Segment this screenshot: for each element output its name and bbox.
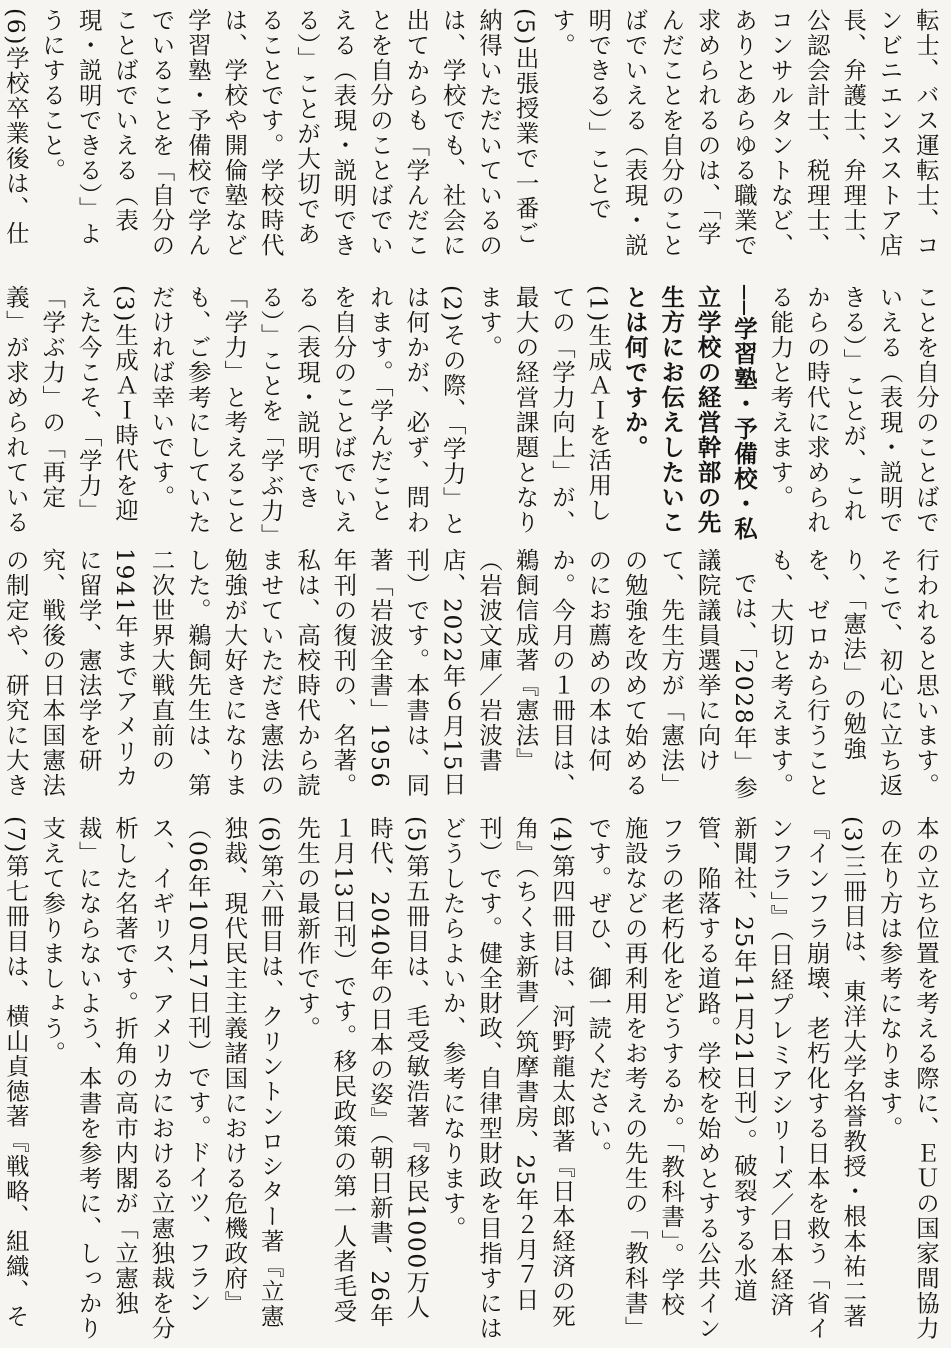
paragraph: (1)生成ＡＩを活用しての「学力向上」が、最大の経営課題となります。: [475, 285, 613, 535]
text-tier-2: [1, 285, 944, 547]
paragraph: (2)その際、「学力」とは何かが、必ず、問われます。「学んだことを自分のことばでいえる（表現・説明できる）」ことを「学ぶ力」「学力」と考えることも、ご参考にしていただければ幸いです。: [147, 285, 467, 537]
paragraph: では、「2028年」参議院議員選挙に向けて、先生方が「憲法」の勉強を改めて始めるのにお薦めの本は何か。今月の１冊目は、鵜飼信成著『憲法』（岩波文庫／岩波書店、2022年６月15日刊）です。本書は、同著「岩波全書」1956年刊の復刊の、名著。私は、高校時代から読ませていただき憲法の勉強が大好きになりました。鵜飼先生は、第二次世界大戦直前の1941年までアメリカに留学、憲法学を研究、戦後の日本国憲法の制定や、研究に大き: [1, 548, 758, 801]
paragraph: (5)出張授業で一番ご納得いただいているのは、学校でも、社会に出てからも「学んだことを自分のことばでいえる（表現・説明できる）」ことが大切であることです。学校時代は、学校や開倫塾など学習塾・予備校で学んでいることを「自分のことばでいえる（表現・説明できる）」ようにすること。: [38, 8, 540, 258]
text-tier-3: [1, 548, 944, 810]
text-tier-4: [1, 816, 944, 1341]
paragraph: (4)第四冊目は、河野龍太郎著『日本経済の死角』（ちくま新書／筑摩書房、25年２月７日刊）です。健全財政、自律型財政を目指すにはどうしたらよいか、参考になります。: [438, 816, 576, 1341]
text-tier-1: [1, 8, 944, 270]
paragraph: (3)生成ＡＩ時代を迎えた今こそ、「学力」「学ぶ力」の「再定義」が求められている: [1, 285, 140, 535]
paragraph: (7)第七冊目は、横山貞徳著『戦略、組織、そ: [1, 816, 30, 1329]
paragraph: ことを自分のことばでいえる（表現・説明できる）」ことが、これからの時代に求められる能力と考えます。: [766, 285, 940, 535]
paragraph: (3)三冊目は、東洋大学名誉教授・根本祐二著『インフラ崩壊、老朽化する日本を救う「省インフラ」』（日経プレミアシリーズ／日本経済新聞社、25年11月21日刊）。破裂する水道管、陥落する道路。学校を始めとする公共インフラの老朽化をどうするか。「教科書」。学校施設などの再利用をお考えの先生の「教科書」です。ぜひ、御一読ください。: [584, 816, 868, 1341]
paragraph: 転士、バス運転士、コンビニエンスストア店長、弁護士、弁理士、公認会計士、税理士、コンサルタントなど、ありとあらゆる職業で求められるのは、「学んだことを自分のことばでいえる（表現・説明できる）」ことです。: [547, 8, 940, 258]
paragraph: (6)学校卒業後は、仕: [1, 8, 30, 246]
paragraph: 本の立ち位置を考える際に、ＥＵの国家間協力の在り方は参考になります。: [875, 816, 940, 1341]
paragraph: (5)第五冊目は、毛受敏浩著『移民1000万人時代、2040年の日本の姿』（朝日新書、26年１月13日刊）です。移民政策の第一人者毛受先生の最新作です。: [293, 816, 431, 1329]
paragraph: (6)第六冊目は、クリントンロシター著『立憲独裁、現代民主主義諸国における危機政府』（06年10月17日刊）です。ドイツ、フランス、イギリス、アメリカにおける立憲独裁を分析した名著です。折角の高市内閣が「立憲独裁」にならないよう、本書を参考に、しっかり支えて参りましょう。: [38, 816, 285, 1341]
paragraph: 行われると思います。そこで、初心に立ち返り、「憲法」の勉強を、ゼロから行うことも、大切と考えます。: [766, 548, 940, 798]
interview-question-heading: ──学習塾・予備校・私立学校の経営幹部の先生方にお伝えしたいことは何ですか。: [620, 285, 758, 542]
